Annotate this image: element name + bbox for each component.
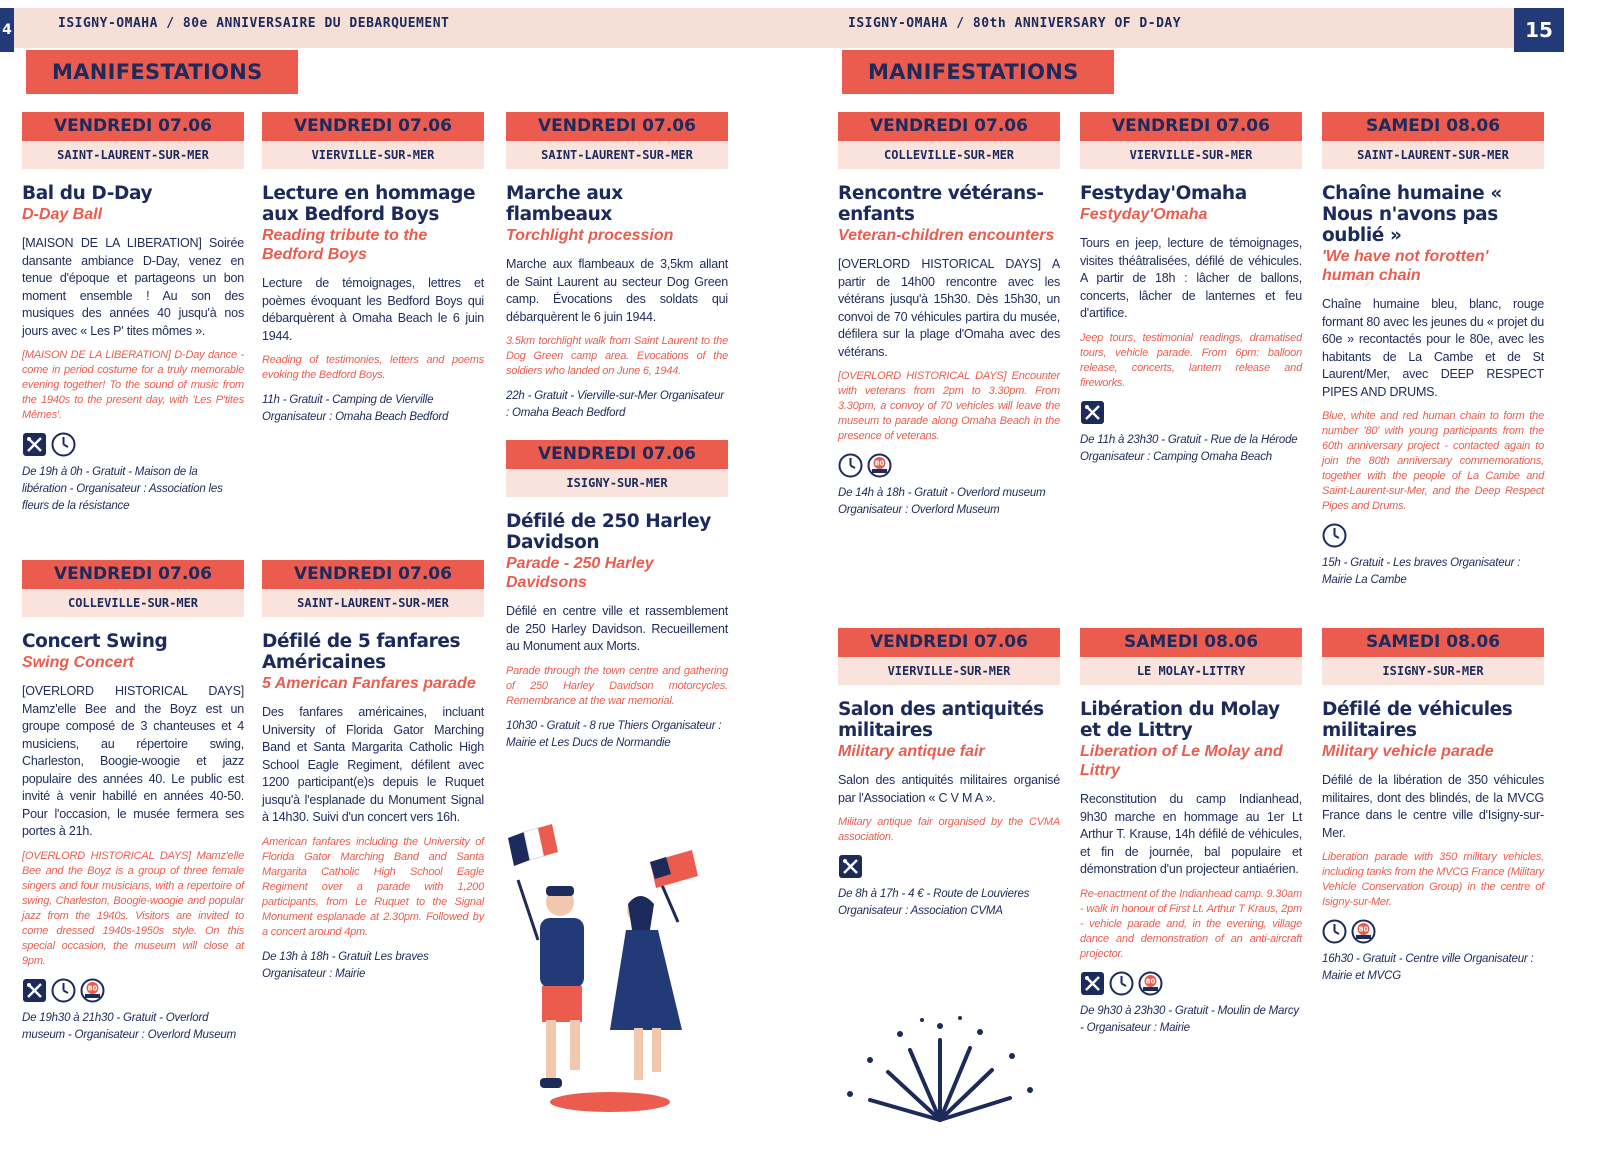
event-card	[22, 112, 244, 515]
event-icons-row	[1080, 971, 1302, 998]
clock-icon	[1322, 523, 1347, 548]
event-date-banner: VENDREDI 07.06	[22, 112, 244, 141]
event-title: Festyday'Omaha	[1080, 183, 1247, 204]
event-date-banner: VENDREDI 07.06	[262, 560, 484, 589]
event-date-banner: VENDREDI 07.06	[22, 560, 244, 589]
event-description-french: Reconstitution du camp Indianhead, 9h30 marche en hommage au 1er Lt Arthur T. Krause, 14h défilé de véhicules, et fin de journée, bal populaire et démonstration d'un projecteur antiaérien.	[1080, 792, 1302, 876]
event-title: Salon des antiquités militaires	[838, 699, 1044, 741]
event-description-french: [MAISON DE LA LIBERATION] Soirée dansante ambiance D-Day, venez en tenue d'époque et partageons un bon moment ensemble ! Au son des musiques des années 40 jusqu'à nos jours avec « Les P' tites mômes ».	[22, 236, 244, 338]
event-icons-row	[838, 854, 1060, 881]
event-place-banner: VIERVILLE-SUR-MER	[262, 141, 484, 169]
american-flag-icon	[650, 850, 698, 922]
event-subtitle-english: Veteran-children encounters	[838, 227, 1055, 244]
event-title: Marche aux flambeaux	[506, 183, 623, 225]
event-subtitle-english: 'We have not forotten' human chain	[1322, 248, 1489, 284]
restaurant-icon	[22, 432, 47, 457]
event-place-banner: LE MOLAY-LITTRY	[1080, 657, 1302, 685]
event-subtitle-english: Torchlight procession	[506, 227, 674, 244]
event-description-french: Chaîne humaine bleu, blanc, rouge formant 80 avec les jeunes du « projet du 60e » recontactés pour le 80e, avec les habitants de La Cambe et de St Laurent/Mer, avec DEEP RESPECT PIPES AND DRUMS.	[1322, 297, 1544, 399]
event-icons-row	[22, 978, 244, 1005]
event-subtitle-english: D-Day Ball	[22, 206, 103, 223]
dday-80-badge-icon	[867, 453, 892, 478]
event-practical-info: De 8h à 17h - 4 € - Route de Louvieres Organisateur : Association CVMA	[838, 888, 1030, 917]
event-place-banner: VIERVILLE-SUR-MER	[838, 657, 1060, 685]
event-place-banner: ISIGNY-SUR-MER	[506, 469, 728, 497]
dday-80-badge-icon	[1351, 919, 1376, 944]
event-card	[838, 628, 1060, 920]
event-date-banner: SAMEDI 08.06	[1322, 628, 1544, 657]
event-description-french: [OVERLORD HISTORICAL DAYS] Mamz'elle Bee and the Boyz est un groupe composé de 3 chanteuses et 4 musiciens, au répertoire swing, Charleston, Boogie-woogie et jazz populaire des années 40. Le public est invité à venir habillé en années 40-50. Pour l'occasion, le musée fermera ses portes à 21h.	[22, 684, 244, 838]
event-description-french: Défilé en centre ville et rassemblement de 250 Harley Davidson. Recueillement au Monument aux Morts.	[506, 604, 728, 653]
event-description-french: Salon des antiquités militaires organisé par l'Association « C V M A ».	[838, 773, 1060, 805]
event-date-banner: SAMEDI 08.06	[1080, 628, 1302, 657]
event-card	[1080, 112, 1302, 466]
dday-80-badge-icon	[1138, 971, 1163, 996]
event-title: Défilé de véhicules militaires	[1322, 699, 1513, 741]
event-practical-info: De 14h à 18h - Gratuit - Overlord museum Organisateur : Overlord Museum	[838, 487, 1046, 516]
event-card	[262, 112, 484, 426]
event-description-english: Reading of testimonies, letters and poems evoking the Bedford Boys.	[262, 354, 484, 381]
event-practical-info: 11h - Gratuit - Camping de Vierville Organisateur : Omaha Beach Bedford	[262, 394, 449, 423]
event-description-french: Défilé de la libération de 350 véhicules militaires, dont des blindés, de la MVCG France dans le centre ville d'Isigny-sur-Mer.	[1322, 773, 1544, 840]
event-card	[1080, 628, 1302, 1037]
event-place-banner: SAINT-LAURENT-SUR-MER	[506, 141, 728, 169]
event-practical-info: De 19h30 à 21h30 - Gratuit - Overlord museum - Organisateur : Overlord Museum	[22, 1011, 236, 1041]
ground-shadow-shape	[550, 1092, 670, 1112]
children-with-flags-illustration	[500, 810, 790, 1130]
event-place-banner: SAINT-LAURENT-SUR-MER	[262, 589, 484, 617]
event-title: Libération du Molay et de Littry	[1080, 699, 1280, 741]
restaurant-icon	[1080, 971, 1105, 996]
event-subtitle-english: 5 American Fanfares parade	[262, 675, 476, 692]
event-practical-info: De 11h à 23h30 - Gratuit - Rue de la Hérode Organisateur : Camping Omaha Beach	[1080, 433, 1298, 463]
left-running-head: ISIGNY-OMAHA / 80e ANNIVERSAIRE DU DEBARQUEMENT	[58, 16, 450, 31]
event-card	[262, 560, 484, 983]
event-title: Lecture en hommage aux Bedford Boys	[262, 183, 476, 225]
event-icons-row	[838, 453, 1060, 480]
event-subtitle-english: Swing Concert	[22, 654, 135, 671]
right-section-title: MANIFESTATIONS	[842, 50, 1114, 94]
event-title: Concert Swing	[22, 631, 168, 652]
svg-text:80: 80	[1145, 977, 1156, 985]
clock-icon	[51, 978, 76, 1003]
restaurant-icon	[838, 854, 863, 879]
event-description-english: Blue, white and red human chain to form the number '80' with young participants from the 60th anniversary project - contacted again to join the 80th anniversary commemorations, together with the people of La Cambe and Saint-Laurent-sur-Mer, and the Deep Respect Pipes and Drums.	[1322, 410, 1544, 512]
event-date-banner: VENDREDI 07.06	[838, 112, 1060, 141]
event-description-english: Parade through the town centre and gathering of 250 Harley Davidson motorcycles. Remembrance at the war memorial.	[506, 664, 728, 707]
event-card	[1322, 112, 1544, 589]
event-practical-info: De 9h30 à 23h30 - Gratuit - Moulin de Marcy - Organisateur : Mairie	[1080, 1004, 1299, 1034]
svg-text:80: 80	[874, 459, 885, 468]
event-description-french: Tours en jeep, lecture de témoignages, visites théâtralisées, défilé de véhicules. A partir de 18h : lâcher de ballons, concerts, lâcher de lanternes et feu d'artifice.	[1080, 236, 1302, 320]
event-place-banner: COLLEVILLE-SUR-MER	[838, 141, 1060, 169]
event-practical-info: De 13h à 18h - Gratuit Les braves Organisateur : Mairie	[262, 950, 429, 980]
event-practical-info: 15h - Gratuit - Les braves Organisateur : Mairie La Cambe	[1322, 557, 1521, 586]
restaurant-icon	[1080, 400, 1105, 425]
event-date-banner: VENDREDI 07.06	[506, 440, 728, 469]
event-icons-row	[1322, 919, 1544, 946]
event-card	[506, 440, 728, 752]
event-date-banner: VENDREDI 07.06	[1080, 112, 1302, 141]
event-date-banner: VENDREDI 07.06	[838, 628, 1060, 657]
event-place-banner: ISIGNY-SUR-MER	[1322, 657, 1544, 685]
clock-icon	[1109, 971, 1134, 996]
event-icons-row	[1322, 523, 1544, 550]
right-page-number: 15	[1514, 8, 1564, 52]
left-section-title: MANIFESTATIONS	[26, 50, 298, 94]
clock-icon	[1322, 919, 1347, 944]
event-practical-info: 16h30 - Gratuit - Centre ville Organisateur : Mairie et MVCG	[1322, 953, 1534, 982]
event-title: Défilé de 5 fanfares Américaines	[262, 631, 461, 673]
event-practical-info: 22h - Gratuit - Vierville-sur-Mer Organisateur : Omaha Beach Bedford	[506, 390, 724, 419]
event-practical-info: 10h30 - Gratuit - 8 rue Thiers Organisateur : Mairie et Les Ducs de Normandie	[506, 719, 722, 749]
event-date-banner: VENDREDI 07.06	[262, 112, 484, 141]
event-card	[1322, 628, 1544, 985]
event-place-banner: VIERVILLE-SUR-MER	[1080, 141, 1302, 169]
boy-figure-shape	[540, 886, 584, 1088]
event-description-french: Lecture de témoignages, lettres et poèmes évoquant les Bedford Boys qui débarquèrent à Omaha Beach le 6 juin 1944.	[262, 276, 484, 343]
event-card	[22, 560, 244, 1044]
clock-icon	[838, 453, 863, 478]
event-description-english: Military antique fair organised by the CVMA association.	[838, 816, 1060, 843]
event-subtitle-english: Parade - 250 Harley Davidsons	[506, 555, 654, 591]
event-place-banner: COLLEVILLE-SUR-MER	[22, 589, 244, 617]
event-description-english: Re-enactment of the Indianhead camp. 9.30am - walk in honour of First Lt. Arthur T Kraus, 2pm - vehicle parade and, in the evening, village dance and demonstration of an anti-aircraft projector.	[1080, 887, 1302, 960]
event-title: Rencontre vétérans-enfants	[838, 183, 1044, 225]
event-card	[838, 112, 1060, 519]
event-description-french: Marche aux flambeaux de 3,5km allant de Saint Laurent au secteur Dog Green camp. Évocations des soldats qui débarquèrent le 6 juin 1944.	[506, 257, 728, 324]
dday-80-badge-icon	[80, 978, 105, 1003]
firework-burst-illustration	[830, 1010, 1050, 1130]
left-page-number: 4	[0, 8, 14, 52]
event-place-banner: SAINT-LAURENT-SUR-MER	[22, 141, 244, 169]
svg-text:80: 80	[87, 984, 98, 992]
event-description-french: Des fanfares américaines, incluant University of Florida Gator Marching Band et Santa Margarita Catholic High School Eagle Regiment, défilent avec 1200 participant(e)s depuis le Ruquet jusqu'à l'esplanade du Monument Signal à 14h30. Suivi d'un concert vers 16h.	[262, 705, 484, 824]
event-practical-info: De 19h à 0h - Gratuit - Maison de la libération - Organisateur : Association les fleurs de la résistance	[22, 466, 223, 512]
event-subtitle-english: Reading tribute to the Bedford Boys	[262, 227, 428, 263]
clock-icon	[51, 432, 76, 457]
event-subtitle-english: Liberation of Le Molay and Littry	[1080, 743, 1283, 779]
event-description-english: [MAISON DE LA LIBERATION] D-Day dance - come in period costume for a truly memorable evening together! To the sound of music from the 1940s to the present day, with 'Les P'tites Mêmes'.	[22, 349, 244, 421]
event-date-banner: SAMEDI 08.06	[1322, 112, 1544, 141]
event-title: Bal du D-Day	[22, 183, 153, 204]
svg-text:80: 80	[1358, 925, 1369, 934]
girl-figure-shape	[610, 896, 682, 1080]
event-date-banner: VENDREDI 07.06	[506, 112, 728, 141]
event-subtitle-english: Military antique fair	[838, 743, 985, 760]
event-subtitle-english: Military vehicle parade	[1322, 743, 1494, 760]
event-description-english: Jeep tours, testimonial readings, dramatised tours, vehicle parade. From 6pm: balloon release, concerts, lantern release and fireworks.	[1080, 331, 1302, 389]
restaurant-icon	[22, 978, 47, 1003]
event-description-english: [OVERLORD HISTORICAL DAYS] Encounter with veterans from 2pm to 3.30pm. From 3.30pm, a convoy of 70 vehicles will leave the museum to parade along Omaha Beach in the presence of veterans.	[838, 370, 1060, 442]
event-description-french: [OVERLORD HISTORICAL DAYS] A partir de 14h00 rencontre avec les vétérans jusqu'à 15h30. Dès 15h30, un convoi de 70 véhicules partira du musée, défilera sur la plage d'Omaha avec des vétérans.	[838, 257, 1060, 359]
event-icons-row	[22, 432, 244, 459]
right-running-head: ISIGNY-OMAHA / 80th ANNIVERSARY OF D-DAY	[848, 16, 1182, 31]
event-title: Défilé de 250 Harley Davidson	[506, 511, 711, 553]
event-description-english: Liberation parade with 350 military vehicles, including tanks from the MVCG France (Military Vehicle Conservation Group) in the centre of Isigny-sur-Mer.	[1322, 851, 1544, 908]
event-subtitle-english: Festyday'Omaha	[1080, 206, 1208, 223]
event-description-english: American fanfares including the University of Florida Gator Marching Band and Santa Margarita Catholic High School Eagle Regiment over a parade with 1,200 participants, from Le Ruquet to the Signal Monument esplanade at 2.30pm. Followed by a concert around 4pm.	[262, 835, 484, 938]
event-description-english: 3.5km torchlight walk from Saint Laurent to the Dog Green camp area. Evocations of the soldiers who landed on June 6, 1944.	[506, 335, 728, 377]
event-place-banner: SAINT-LAURENT-SUR-MER	[1322, 141, 1544, 169]
event-icons-row	[1080, 400, 1302, 427]
event-card	[506, 112, 728, 422]
event-title: Chaîne humaine « Nous n'avons pas oublié »	[1322, 183, 1502, 246]
event-description-english: [OVERLORD HISTORICAL DAYS] Mamz'elle Bee and the Boyz is a group of three female singers and four musicians, with a repertoire of swing, Charleston, Boogie-woogie and popular jazz from the 1940s. Visitors are invited to come dressed 1940s-1950s style. On this special occasion, the museum will close at 9pm.	[22, 849, 244, 967]
